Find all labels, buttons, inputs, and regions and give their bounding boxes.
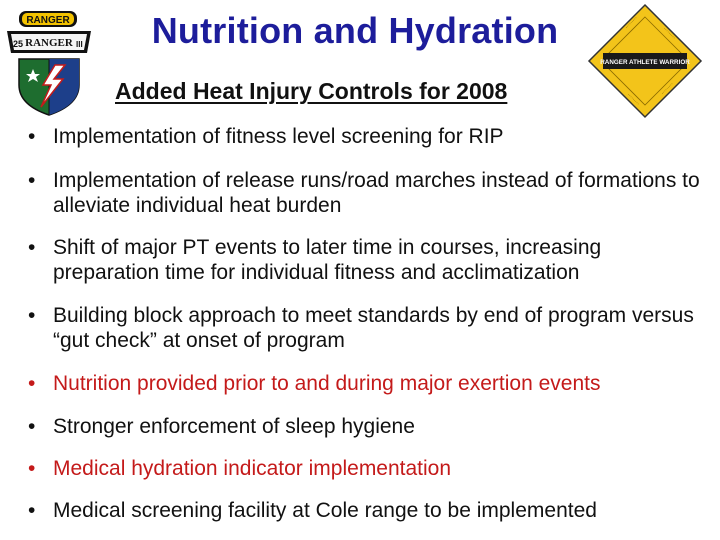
- scroll-text: RANGER: [25, 37, 73, 49]
- bullet-text: Implementation of fitness level screening for RIP: [53, 125, 504, 148]
- bullet-item-highlighted: [28, 371, 708, 396]
- bullet-symbol: •: [28, 169, 36, 192]
- ranger-tab-text: RANGER: [26, 15, 70, 26]
- bullet-symbol: •: [28, 457, 36, 480]
- slide-title: Nutrition and Hydration: [151, 10, 559, 51]
- bullet-text: Medical hydration indicator implementation: [53, 457, 452, 480]
- bullet-symbol: •: [28, 499, 36, 522]
- bullet-item: [28, 414, 708, 439]
- svg-text:⋯⋯⋯: ⋯⋯⋯: [660, 81, 676, 97]
- svg-text:⋯⋯⋯: ⋯⋯⋯: [661, 26, 677, 42]
- bullet-item: [28, 235, 708, 285]
- bullet-item: [28, 303, 708, 353]
- bullet-text: Building block approach to meet standards by end of program versus “gut check” at onset of program: [53, 304, 694, 352]
- scroll-number-right: III: [76, 40, 83, 49]
- bullet-symbol: •: [28, 125, 36, 148]
- bullet-item-highlighted: [28, 456, 708, 481]
- bullet-text: Shift of major PT events to later time in courses, increasing preparation time for individual fitness and acclimatization: [53, 236, 602, 284]
- bullet-item: [28, 168, 708, 218]
- bullet-symbol: •: [28, 304, 36, 327]
- bullet-text: Nutrition provided prior to and during major exertion events: [53, 372, 601, 395]
- raw-logo-text: RANGER ATHLETE WARRIOR: [600, 59, 690, 66]
- bullet-symbol: •: [28, 415, 36, 438]
- bullet-symbol: •: [28, 372, 36, 395]
- bullet-text: Medical screening facility at Cole range to be implemented: [53, 499, 597, 522]
- bullet-text: Stronger enforcement of sleep hygiene: [53, 415, 415, 438]
- bullet-item: [28, 498, 708, 523]
- ranger-athlete-warrior-logo: [587, 3, 703, 119]
- bullet-text: Implementation of release runs/road marches instead of formations to alleviate individual heat burden: [53, 169, 700, 217]
- svg-text:⋯⋯⋯: ⋯⋯⋯: [624, 15, 640, 31]
- bullet-symbol: •: [28, 236, 36, 259]
- slide-subtitle: Added Heat Injury Controls for 2008: [115, 78, 508, 104]
- scroll-number-left: 25: [13, 39, 24, 49]
- svg-text:⋯⋯⋯: ⋯⋯⋯: [625, 92, 641, 108]
- bullet-item: [28, 124, 708, 149]
